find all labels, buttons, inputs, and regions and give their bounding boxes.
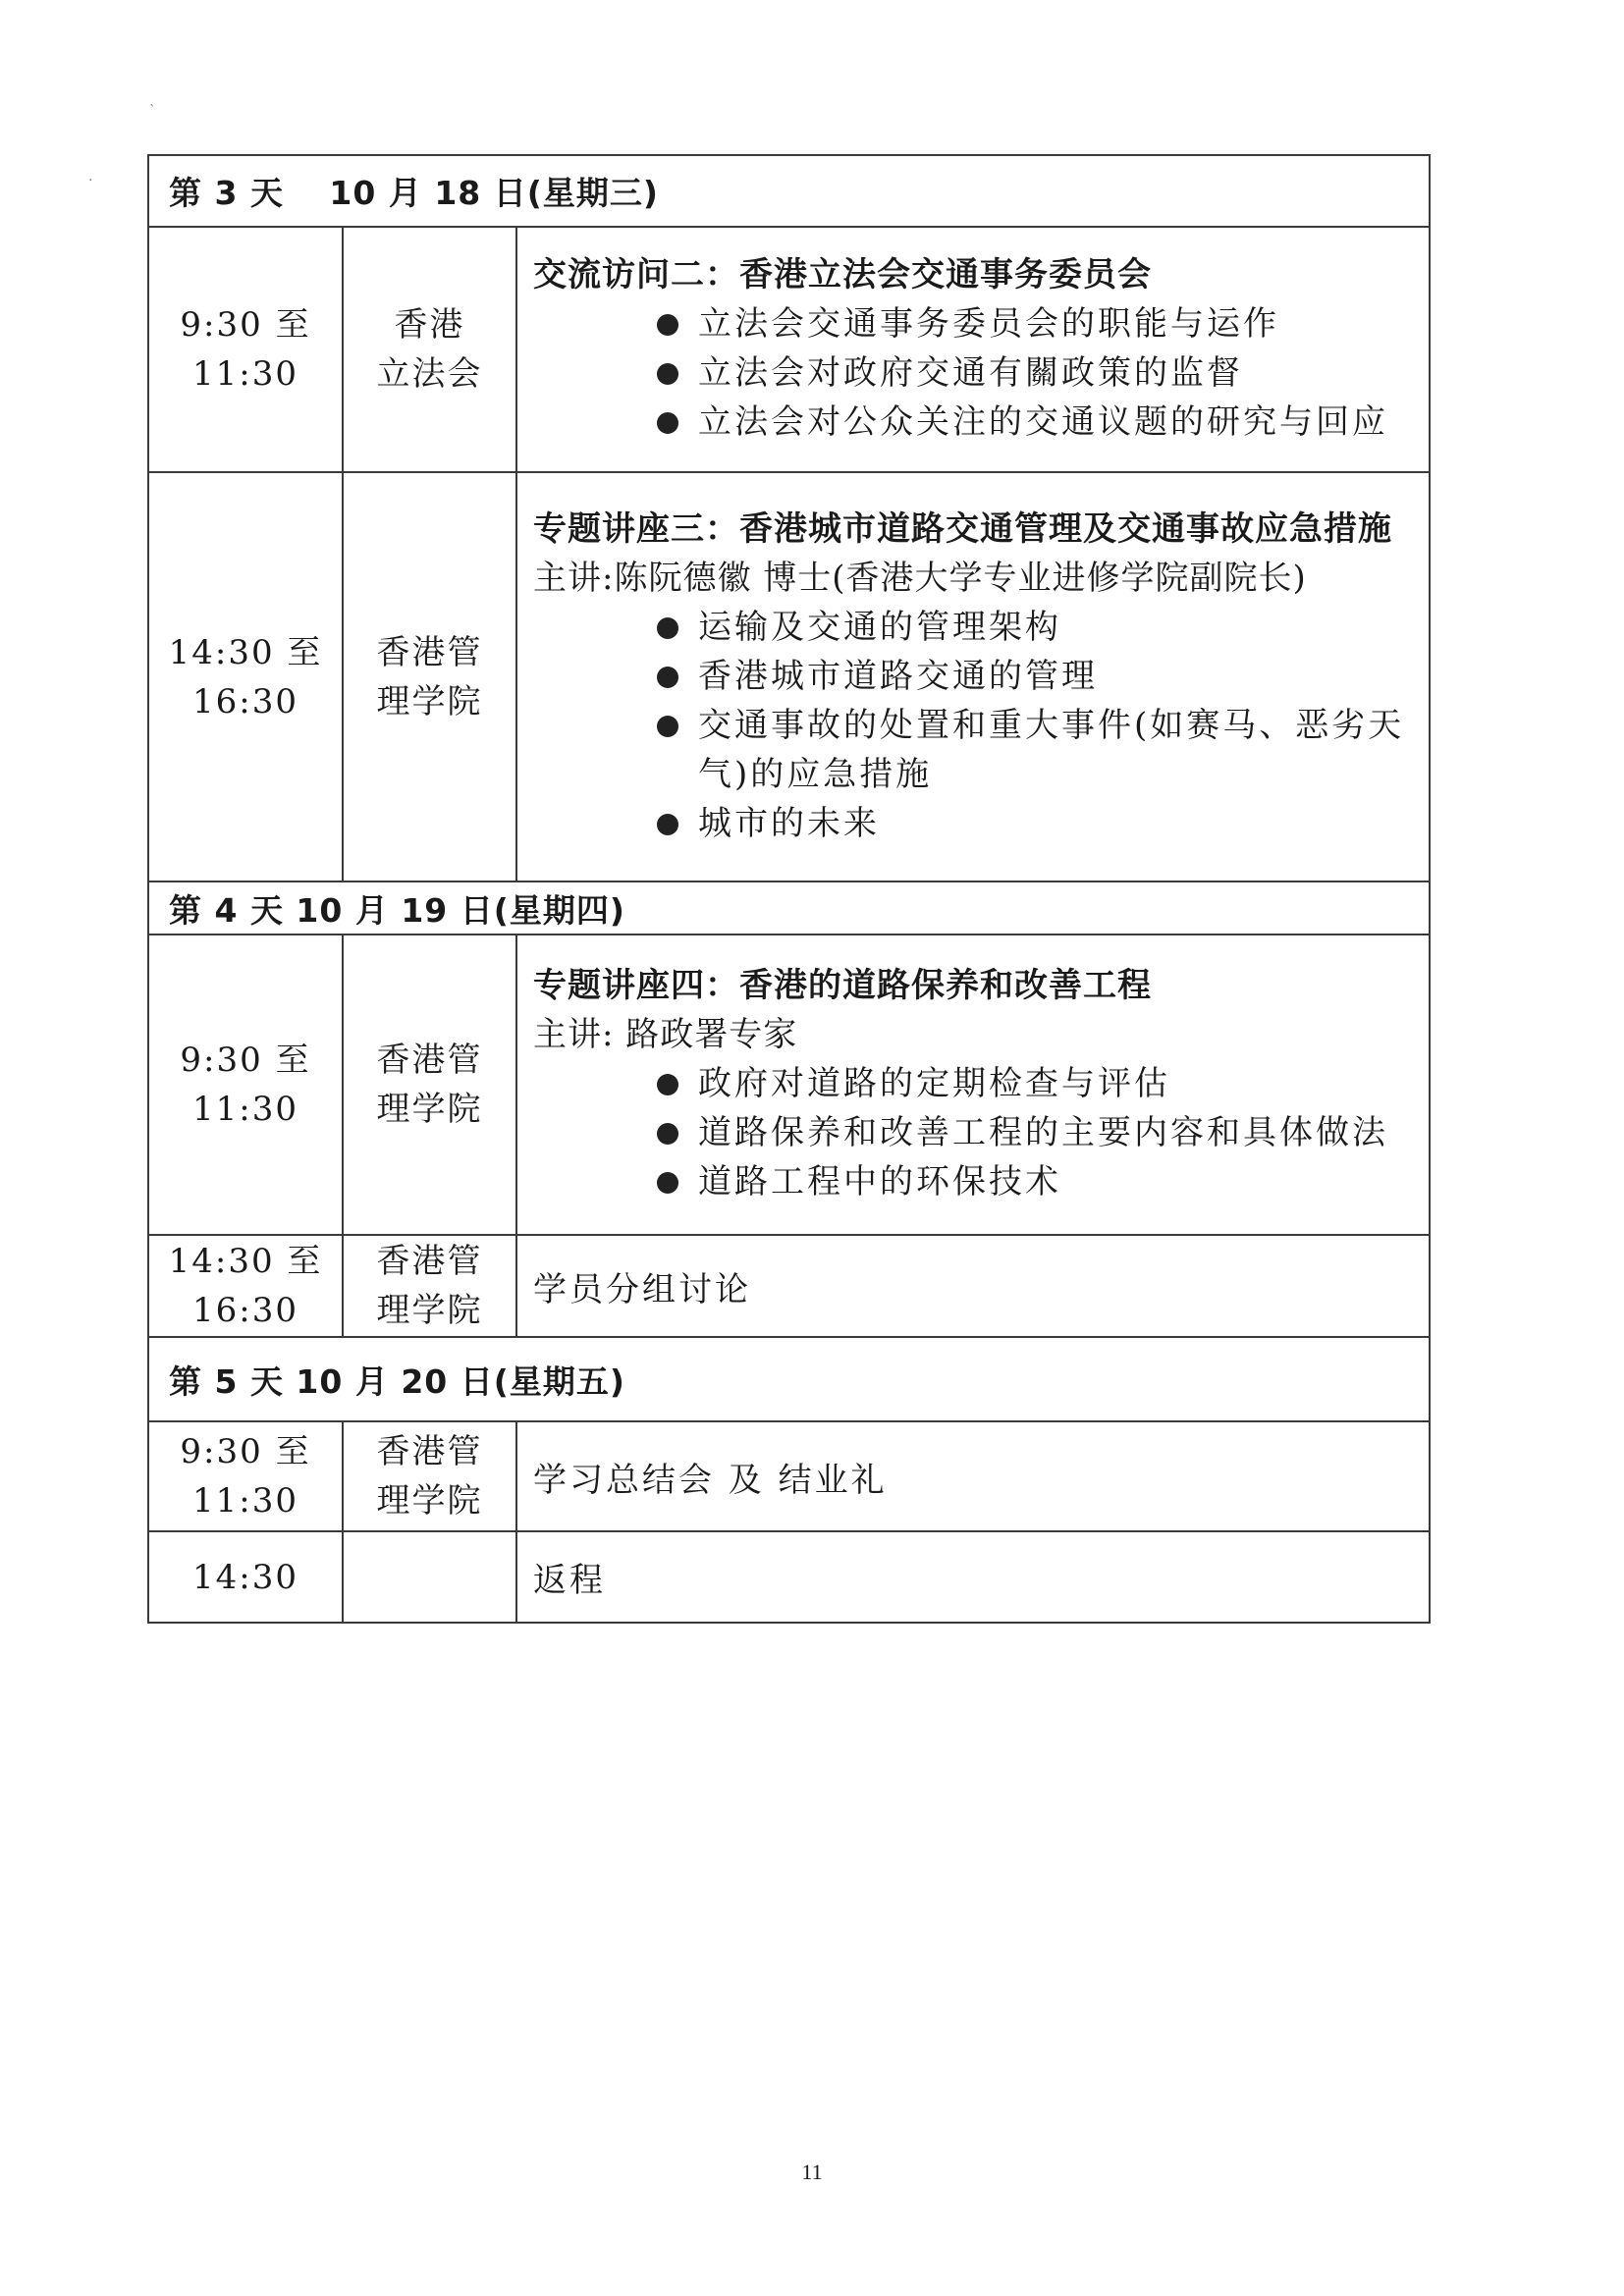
schedule-table — [147, 154, 1431, 1624]
topic-item: 城市的未来 — [657, 799, 1415, 848]
session-speaker: 主讲:陈阮德徽 博士(香港大学专业进修学院副院长) — [533, 558, 1307, 598]
bullet-dot-icon — [657, 363, 678, 385]
day-header: 第 4 天 10 月 19 日(星期四) — [148, 881, 1430, 934]
scan-speck: ` — [149, 103, 156, 119]
day-header-row — [148, 1337, 1430, 1421]
session-time: 9:30 至 11:30 — [148, 227, 343, 472]
day-header-row — [148, 155, 1430, 227]
session-content: 学习总结会 及 结业礼 — [516, 1421, 1430, 1531]
topic-item: 交通事故的处置和重大事件(如赛马、恶劣天气)的应急措施 — [657, 701, 1415, 799]
topic-item: 运输及交通的管理架构 — [657, 603, 1415, 652]
session-row — [148, 227, 1430, 472]
topic-item: 立法会对公众关注的交通议题的研究与回应 — [657, 398, 1415, 447]
bullet-dot-icon — [657, 412, 678, 434]
bullet-dot-icon — [657, 314, 678, 336]
session-time: 14:30 至 16:30 — [148, 472, 343, 881]
topic-list — [533, 299, 1415, 447]
session-title: 交流访问二：香港立法会交通事务委员会 — [533, 255, 1152, 294]
session-row — [148, 1531, 1430, 1623]
day-header: 第 3 天 10 月 18 日(星期三) — [148, 155, 1430, 227]
scan-speck: · — [88, 173, 93, 188]
session-location: 香港 立法会 — [343, 227, 516, 472]
page-number: 11 — [801, 2160, 823, 2184]
session-content: 返程 — [516, 1531, 1430, 1623]
session-time: 9:30 至 11:30 — [148, 934, 343, 1235]
session-time: 9:30 至 11:30 — [148, 1421, 343, 1531]
session-location: 香港管 理学院 — [343, 934, 516, 1235]
topic-list — [533, 603, 1415, 848]
day-header: 第 5 天 10 月 20 日(星期五) — [148, 1337, 1430, 1421]
session-row — [148, 472, 1430, 881]
bullet-dot-icon — [657, 1123, 678, 1145]
bullet-dot-icon — [657, 814, 678, 835]
session-row — [148, 1235, 1430, 1337]
session-location: 香港管 理学院 — [343, 472, 516, 881]
topic-item: 香港城市道路交通的管理 — [657, 652, 1415, 701]
session-content — [516, 934, 1430, 1235]
bullet-dot-icon — [657, 1074, 678, 1095]
bullet-dot-icon — [657, 716, 678, 737]
session-location: 香港管 理学院 — [343, 1235, 516, 1337]
session-row — [148, 1421, 1430, 1531]
session-location: 香港管 理学院 — [343, 1421, 516, 1531]
session-content: 学员分组讨论 — [516, 1235, 1430, 1337]
topic-item: 立法会对政府交通有關政策的监督 — [657, 348, 1415, 398]
bullet-dot-icon — [657, 667, 678, 688]
session-title: 专题讲座四：香港的道路保养和改善工程 — [533, 966, 1152, 1005]
topic-item: 政府对道路的定期检查与评估 — [657, 1059, 1415, 1108]
bullet-dot-icon — [657, 617, 678, 639]
topic-list — [533, 1059, 1415, 1206]
session-row — [148, 934, 1430, 1235]
topic-item: 立法会交通事务委员会的职能与运作 — [657, 299, 1415, 348]
topic-item: 道路保养和改善工程的主要内容和具体做法 — [657, 1108, 1415, 1157]
session-speaker: 主讲: 路政署专家 — [533, 1015, 798, 1054]
session-content — [516, 472, 1430, 881]
session-time: 14:30 至 16:30 — [148, 1235, 343, 1337]
session-location — [343, 1531, 516, 1623]
bullet-dot-icon — [657, 1172, 678, 1194]
session-content — [516, 227, 1430, 472]
topic-item: 道路工程中的环保技术 — [657, 1157, 1415, 1206]
day-header-row — [148, 881, 1430, 934]
session-title: 专题讲座三：香港城市道路交通管理及交通事故应急措施 — [533, 508, 1392, 549]
session-time: 14:30 — [148, 1531, 343, 1623]
